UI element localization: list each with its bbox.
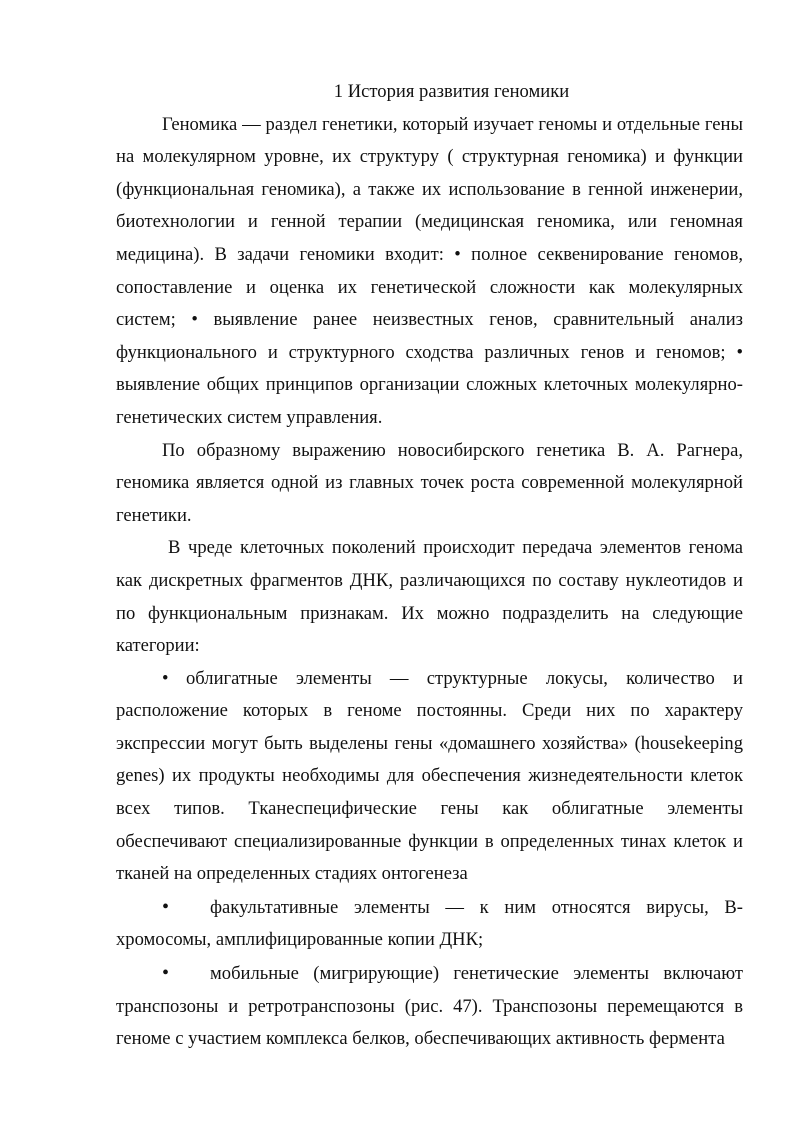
- bullet-icon: •: [162, 895, 170, 918]
- list-item-facultative: [116, 891, 743, 957]
- list-item-text: мобильные (мигрирующие) генетические элементы включают транспозоны и ретротранспозоны (рис. 47). Транспозоны перемещаются в геноме с участием комплекса белков, обеспечивающих активность фермента: [116, 963, 743, 1050]
- bullet-icon: •: [162, 667, 169, 689]
- list-item-mobile: [116, 957, 743, 1056]
- paragraph-ragner-quote: По образному выражению новосибирского генетика В. А. Рагнера, геномика является одной из главных точек роста современной молекулярной генетики.: [116, 439, 743, 526]
- paragraph-genome-elements: В чреде клеточных поколений происходит передача элементов генома как дискретных фрагментов ДНК, различающихся по составу нуклеотидов и по функциональным признакам. Их можно подразделить на следующие категории:: [116, 537, 743, 657]
- document-page: [116, 76, 743, 1056]
- list-item-text: облигатные элементы — структурные локусы, количество и расположение которых в геноме постоянны. Среди них по характеру экспрессии могут быть выделены гены «домашнего хозяйства» (housekeeping genes) их продукты необходимы для обеспечения жизнедеятельности клеток всех типов. Тканеспецифические гены как облигатные элементы обеспечивают специализированные функции в определенных тинах клеток и тканей на определенных стадиях онтогенеза: [116, 667, 743, 885]
- list-item-text: факультативные элементы — к ним относятся вирусы, В-хромосомы, амплифицированные копии ДНК;: [116, 896, 743, 951]
- bullet-icon: •: [162, 962, 170, 985]
- section-title: 1 История развития геномики: [333, 81, 570, 102]
- list-item-obligate: [116, 663, 743, 891]
- paragraph-genomics-definition: Геномика — раздел генетики, который изучает геномы и отдельные гены на молекулярном уровне, их структуру ( структурная геномика) и функции (функциональная геномика), а также их использование в генной инженерии, биотехнологии и генной терапии (медицинская геномика, или геномная медицина). В задачи геномики входит: • полное секвенирование геномов, сопоставление и оценка их генетической сложности как молекулярных систем; • выявление ранее неизвестных генов, сравнительный анализ функционального и структурного сходства различных генов и геномов; • выявление общих принципов организации сложных клеточных молекулярно-генетических систем управления.: [116, 113, 743, 428]
